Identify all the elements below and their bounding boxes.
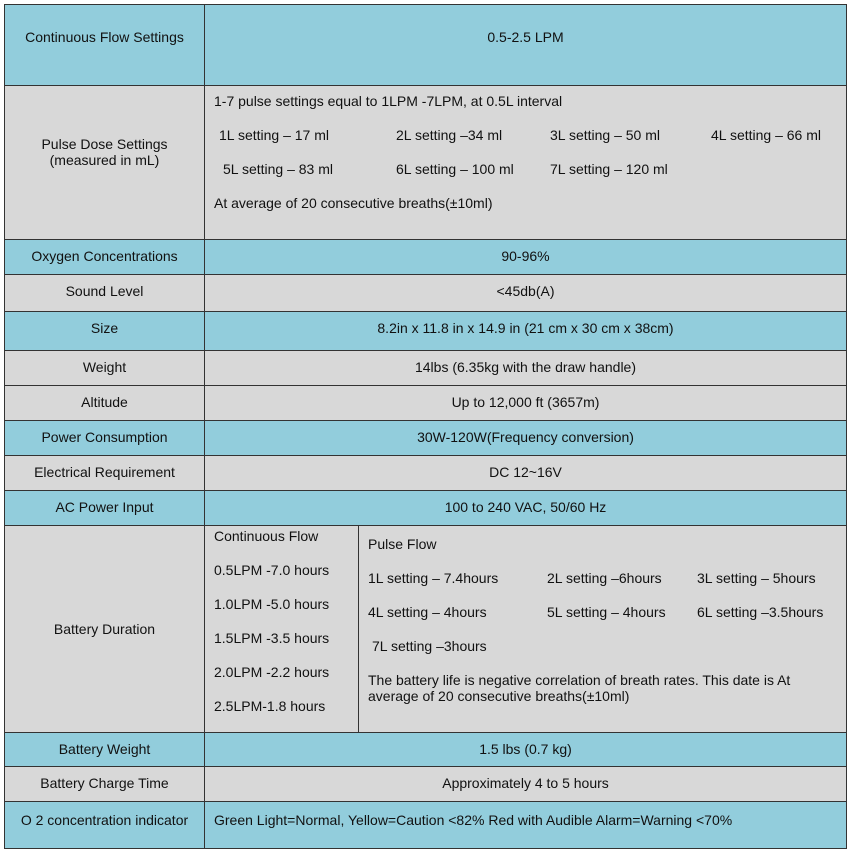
- row-label: Oxygen Concentrations: [31, 248, 178, 264]
- row-value-cell: [205, 386, 847, 421]
- battery-pulse-item: 4L setting – 4hours: [368, 604, 487, 620]
- pulse-setting-5l: 5L setting – 83 ml: [223, 161, 333, 177]
- row-label: O 2 concentration indicator: [20, 812, 189, 828]
- row-label: Power Consumption: [41, 429, 168, 445]
- row-value: 30W-120W(Frequency conversion): [417, 429, 634, 445]
- row-label: AC Power Input: [55, 499, 154, 515]
- row-label-cell: [5, 767, 205, 802]
- table-row: [5, 491, 847, 526]
- row-label: Continuous Flow Settings: [25, 29, 184, 45]
- row-value: 8.2in x 11.8 in x 14.9 in (21 cm x 30 cm x 38cm): [377, 320, 674, 336]
- row-value-cell: [205, 86, 847, 240]
- table-row: [5, 767, 847, 802]
- battery-pulse-item: 1L setting – 7.4hours: [368, 570, 499, 586]
- pulse-setting-3l: 3L setting – 50 ml: [550, 127, 660, 143]
- row-label: Battery Charge Time: [40, 775, 169, 791]
- row-label-cell: [5, 526, 205, 733]
- battery-continuous-item: 1.0LPM -5.0 hours: [214, 596, 330, 612]
- row-value-cell: [205, 491, 847, 526]
- row-label-cell: [5, 275, 205, 312]
- row-label: Battery Duration: [53, 621, 156, 637]
- table-row: [5, 526, 847, 733]
- row-label: Sound Level: [65, 283, 144, 299]
- table-row: [5, 275, 847, 312]
- battery-duration-details: [205, 526, 846, 732]
- row-label-cell: [5, 5, 205, 86]
- row-label: Electrical Requirement: [34, 464, 175, 480]
- row-value-cell: [205, 767, 847, 802]
- row-value-cell: [205, 351, 847, 386]
- pulse-setting-2l: 2L setting –34 ml: [396, 127, 503, 143]
- battery-pulse-item: 6L setting –3.5hours: [697, 604, 824, 620]
- row-label-cell: [5, 312, 205, 351]
- battery-continuous-item: 2.0LPM -2.2 hours: [214, 664, 330, 680]
- row-label-cell: [5, 240, 205, 275]
- battery-pulse-item: 5L setting – 4hours: [547, 604, 666, 620]
- row-label-cell: [5, 733, 205, 767]
- table-row: [5, 351, 847, 386]
- row-label-cell: [5, 86, 205, 240]
- row-label-cell: [5, 491, 205, 526]
- pulse-setting-1l: 1L setting – 17 ml: [219, 127, 329, 143]
- row-label-cell: [5, 802, 205, 849]
- table-row: [5, 386, 847, 421]
- battery-pulse-line: [368, 570, 846, 604]
- row-value-cell: [205, 275, 847, 312]
- battery-pulse-line: [368, 604, 846, 638]
- table-row: [5, 5, 847, 86]
- battery-continuous-item: 0.5LPM -7.0 hours: [214, 562, 330, 578]
- battery-pulse-column: [359, 526, 846, 732]
- row-value: 0.5-2.5 LPM: [487, 29, 564, 45]
- battery-pulse-line: [368, 638, 846, 672]
- row-value: 90-96%: [501, 248, 550, 264]
- row-value-cell: [205, 802, 847, 849]
- row-label-cell: [5, 456, 205, 491]
- row-value-cell: [205, 421, 847, 456]
- row-value-cell: [205, 312, 847, 351]
- row-value: <45db(A): [496, 283, 555, 299]
- pulse-dose-details: [205, 86, 846, 229]
- battery-continuous-title: Continuous Flow: [214, 528, 319, 544]
- specifications-table: [4, 4, 847, 849]
- table-row: [5, 86, 847, 240]
- row-label: Battery Weight: [58, 741, 151, 757]
- row-label-cell: [5, 386, 205, 421]
- row-value-cell: [205, 526, 847, 733]
- row-value-cell: [205, 240, 847, 275]
- row-value: 100 to 240 VAC, 50/60 Hz: [444, 499, 607, 515]
- battery-pulse-item: 2L setting –6hours: [547, 570, 662, 586]
- row-label-sub: (measured in mL): [49, 152, 160, 168]
- row-value: DC 12~16V: [489, 464, 562, 480]
- table-row: [5, 802, 847, 849]
- pulse-setting-4l: 4L setting – 66 ml: [711, 127, 821, 143]
- battery-pulse-title: Pulse Flow: [368, 536, 437, 552]
- pulse-setting-6l: 6L setting – 100 ml: [396, 161, 514, 177]
- pulse-dose-settings-line: [214, 127, 846, 161]
- row-value: 1.5 lbs (0.7 kg): [479, 741, 572, 757]
- battery-pulse-item: 3L setting – 5hours: [697, 570, 816, 586]
- row-value-cell: [205, 5, 847, 86]
- row-value: Green Light=Normal, Yellow=Caution <82% Red with Audible Alarm=Warning <70%: [214, 812, 733, 828]
- battery-continuous-item: 2.5LPM-1.8 hours: [214, 698, 326, 714]
- row-label: Altitude: [81, 394, 128, 410]
- pulse-dose-note-line: [214, 195, 846, 229]
- battery-continuous-column: [205, 526, 359, 732]
- row-value-cell: [205, 456, 847, 491]
- table-row: [5, 421, 847, 456]
- table-row: [5, 733, 847, 767]
- pulse-setting-7l: 7L setting – 120 ml: [550, 161, 668, 177]
- battery-continuous-item: 1.5LPM -3.5 hours: [214, 630, 330, 646]
- pulse-dose-settings-line: [214, 161, 846, 195]
- table-row: [5, 312, 847, 351]
- row-label-cell: [5, 351, 205, 386]
- pulse-dose-intro-line: [214, 93, 846, 127]
- row-value: 14lbs (6.35kg with the draw handle): [414, 359, 637, 375]
- battery-pulse-item: 7L setting –3hours: [372, 638, 487, 654]
- pulse-dose-intro: 1-7 pulse settings equal to 1LPM -7LPM, at 0.5L interval: [214, 93, 563, 109]
- battery-duration-note: The battery life is negative correlation of breath rates. This date is At average of 20 consecutive breaths(±10ml): [368, 672, 791, 704]
- row-label-cell: [5, 421, 205, 456]
- spec-table-container: [4, 4, 847, 849]
- row-label: Size: [90, 320, 119, 336]
- table-row: [5, 240, 847, 275]
- row-value-cell: [205, 733, 847, 767]
- pulse-dose-note: At average of 20 consecutive breaths(±10ml): [214, 195, 493, 211]
- row-value: Up to 12,000 ft (3657m): [451, 394, 600, 410]
- table-row: [5, 456, 847, 491]
- row-value: Approximately 4 to 5 hours: [442, 775, 609, 791]
- row-label: Weight: [82, 359, 127, 375]
- battery-pulse-title-line: [368, 536, 846, 570]
- row-label: Pulse Dose Settings: [41, 136, 168, 152]
